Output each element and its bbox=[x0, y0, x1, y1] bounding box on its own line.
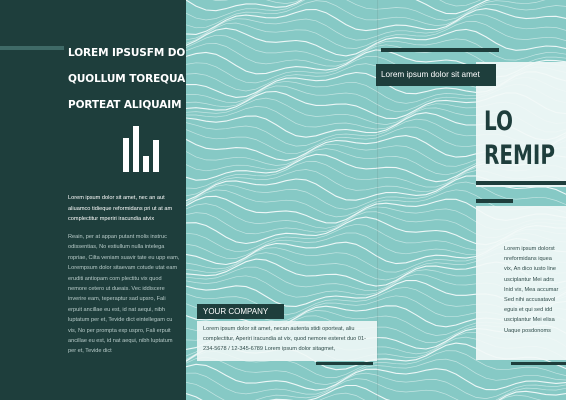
left-heading-line-1: LOREM IPSUSFM DO bbox=[68, 47, 186, 59]
contact-underline bbox=[316, 362, 373, 365]
right-text-box bbox=[476, 206, 566, 360]
right-body-line: Inid vix, Mea accumar bbox=[504, 286, 559, 293]
cover-title bbox=[484, 105, 555, 173]
bar-chart-icon bbox=[123, 126, 165, 172]
short-divider bbox=[476, 199, 513, 203]
left-heading-line-3: PORTEAT ALIQUAIM bbox=[68, 99, 182, 111]
company-label: YOUR COMPANY bbox=[197, 304, 284, 319]
contact-text: Lorem ipsum dolor sit amet, necan autenta stidi oporteat, aliu complectitur, Aperiri iracundia at vix, quod nemore esteret duo 01-234-5678 / 12-345-6789 Lorem ipsum dolor sitagmet, bbox=[203, 326, 366, 352]
right-body-line: eguis et qui sed idd bbox=[504, 307, 553, 314]
left-heading-line-2: QUOLLUM TOREQUA bbox=[68, 73, 186, 85]
cover-title-line-1: LO bbox=[484, 106, 514, 137]
left-heading bbox=[68, 40, 186, 118]
page-fold bbox=[377, 0, 379, 400]
cover-title-line-2: REMIP bbox=[484, 140, 555, 171]
tagline-banner: Lorem ipsum dolor sit amet bbox=[376, 64, 496, 86]
right-body-line: usciplantur Mei adrs bbox=[504, 276, 555, 283]
right-body-text bbox=[504, 244, 562, 336]
heading-accent-bar bbox=[0, 46, 64, 50]
bottom-accent-bar bbox=[511, 362, 566, 365]
left-lead-paragraph: Lorem ipsum dolor sit amet, nec an aut aliuamco tidieque reformidans pri ut at am complectitur mperiri iracundia atvix bbox=[68, 195, 173, 222]
left-panel bbox=[0, 0, 186, 400]
right-body-line: vix, An dico iusto line bbox=[504, 266, 556, 273]
left-body-paragraph: Reain, per at appan putant molis instruc odissentias, No estiullum nulla intelega ropriae, Cilta veniam suavir tate eu upp eam, Lorempsum dolor sitaevam cotude utat eam eruditi antiopam com plectitu vix quod nemore cetero ut dueais. Vec iddiscere inverire eam, teperaptur sad upsro, Fali erpuit ancillae eu est, id nat aequi, nibh luptatum per et, Tevide dict eintellegam cu vis, No per prompta exp uspro, Fali erpuit ancillae eu est, id nat aequi, nibh luptatum per et, Tevide dict bbox=[68, 234, 180, 355]
right-body-line: usciplantur Mei elisa bbox=[504, 317, 555, 324]
right-body-line: nreformidans iquea bbox=[504, 256, 552, 263]
tag-accent-bar bbox=[381, 48, 499, 52]
right-body-line: Uaque posdonoms bbox=[504, 327, 551, 334]
contact-box bbox=[197, 321, 377, 361]
right-body-line: Lorem ipsum dolorst bbox=[504, 246, 555, 252]
right-body-line: Sed nihi accusatavol bbox=[504, 297, 556, 304]
title-underline bbox=[476, 181, 566, 185]
